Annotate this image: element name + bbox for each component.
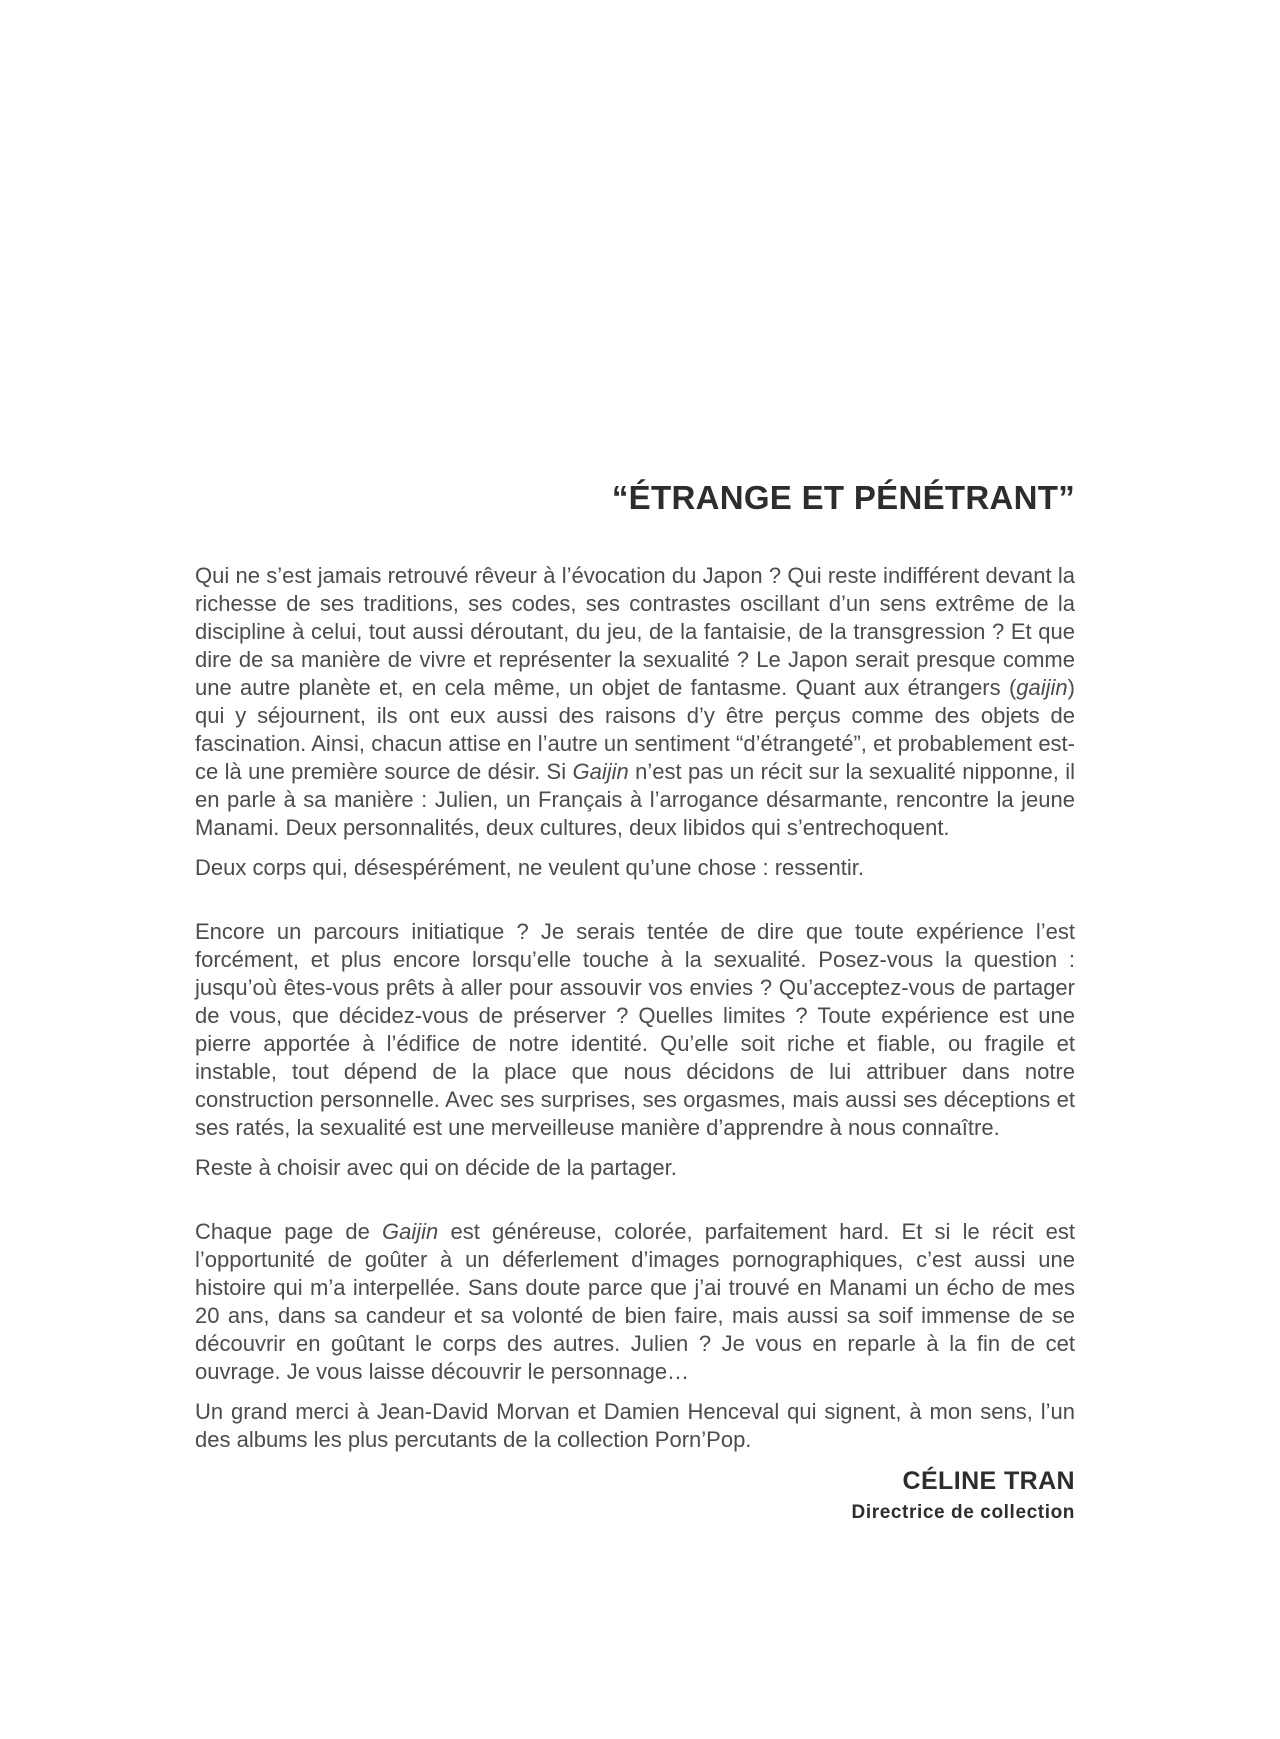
paragraph-reste-a-choisir: Reste à choisir avec qui on décide de la partager.	[195, 1155, 677, 1180]
page-title: “ÉTRANGE ET PÉNÉTRANT”	[611, 479, 1075, 516]
paragraph-parcours-initiatique: Encore un parcours initiatique ? Je serais tentée de dire que toute expérience l’est forcément, et plus encore lorsqu’elle touche à la sexualité. Posez-vous la question : jusqu’où êtes-vous prêts à aller pour assouvir vos envies ? Qu’acceptez-vous de partager de vous, que décidez-vous de préserver ? Quelles limites ? Toute expérience est une pierre apportée à l’édifice de notre identité. Qu’elle soit riche et fiable, ou fragile et instable, tout dépend de la place que nous décidons de lui attribuer dans notre construction personnelle. Avec ses surprises, ses orgasmes, mais aussi ses déceptions et ses ratés, la sexualité est une merveilleuse manière d’apprendre à nous connaître.	[195, 919, 1075, 1140]
preface-body	[195, 562, 1075, 1454]
paragraph-chaque-page-gaijin: Chaque page de Gaijin est généreuse, colorée, parfaitement hard. Et si le récit est l’opportunité de goûter à un déferlement d’images pornographiques, c’est aussi une histoire qui m’a interpellée. Sans doute parce que j’ai trouvé en Manami un écho de mes 20 ans, dans sa candeur et sa volonté de bien faire, mais aussi sa soif immense de se découvrir en goûtant le corps des autres. Julien ? Je vous en reparle à la fin de cet ouvrage. Je vous laisse découvrir le personnage…	[195, 1219, 1075, 1384]
paragraph-japon-fascination: Qui ne s’est jamais retrouvé rêveur à l’évocation du Japon ? Qui reste indifférent devant la richesse de ses traditions, ses codes, ses contrastes oscillant d’un sens extrême de la discipline à celui, tout aussi déroutant, du jeu, de la fantaisie, de la transgression ? Et que dire de sa manière de vivre et représenter la sexualité ? Le Japon serait presque comme une autre planète et, en cela même, un objet de fantasme. Quant aux étrangers (gaijin) qui y séjournent, ils ont eux aussi des raisons d’y être perçus comme des objets de fascination. Ainsi, chacun attise en l’autre un sentiment “d’étrangeté”, et probablement est-ce là une première source de désir. Si Gaijin n’est pas un récit sur la sexualité nipponne, il en parle à sa manière : Julien, un Français à l’arrogance désarmante, rencontre la jeune Manami. Deux personnalités, deux cultures, deux libidos qui s’entrechoquent.	[195, 563, 1076, 840]
signature-role: Directrice de collection	[851, 1502, 1075, 1523]
paragraph-remerciements: Un grand merci à Jean-David Morvan et Damien Henceval qui signent, à mon sens, l’un des albums les plus percutants de la collection Porn’Pop.	[195, 1399, 1075, 1452]
signature-block	[195, 1466, 1075, 1525]
paragraph-deux-corps: Deux corps qui, désespérément, ne veulent qu’une chose : ressentir.	[195, 855, 864, 880]
signature-name: CÉLINE TRAN	[902, 1467, 1075, 1495]
